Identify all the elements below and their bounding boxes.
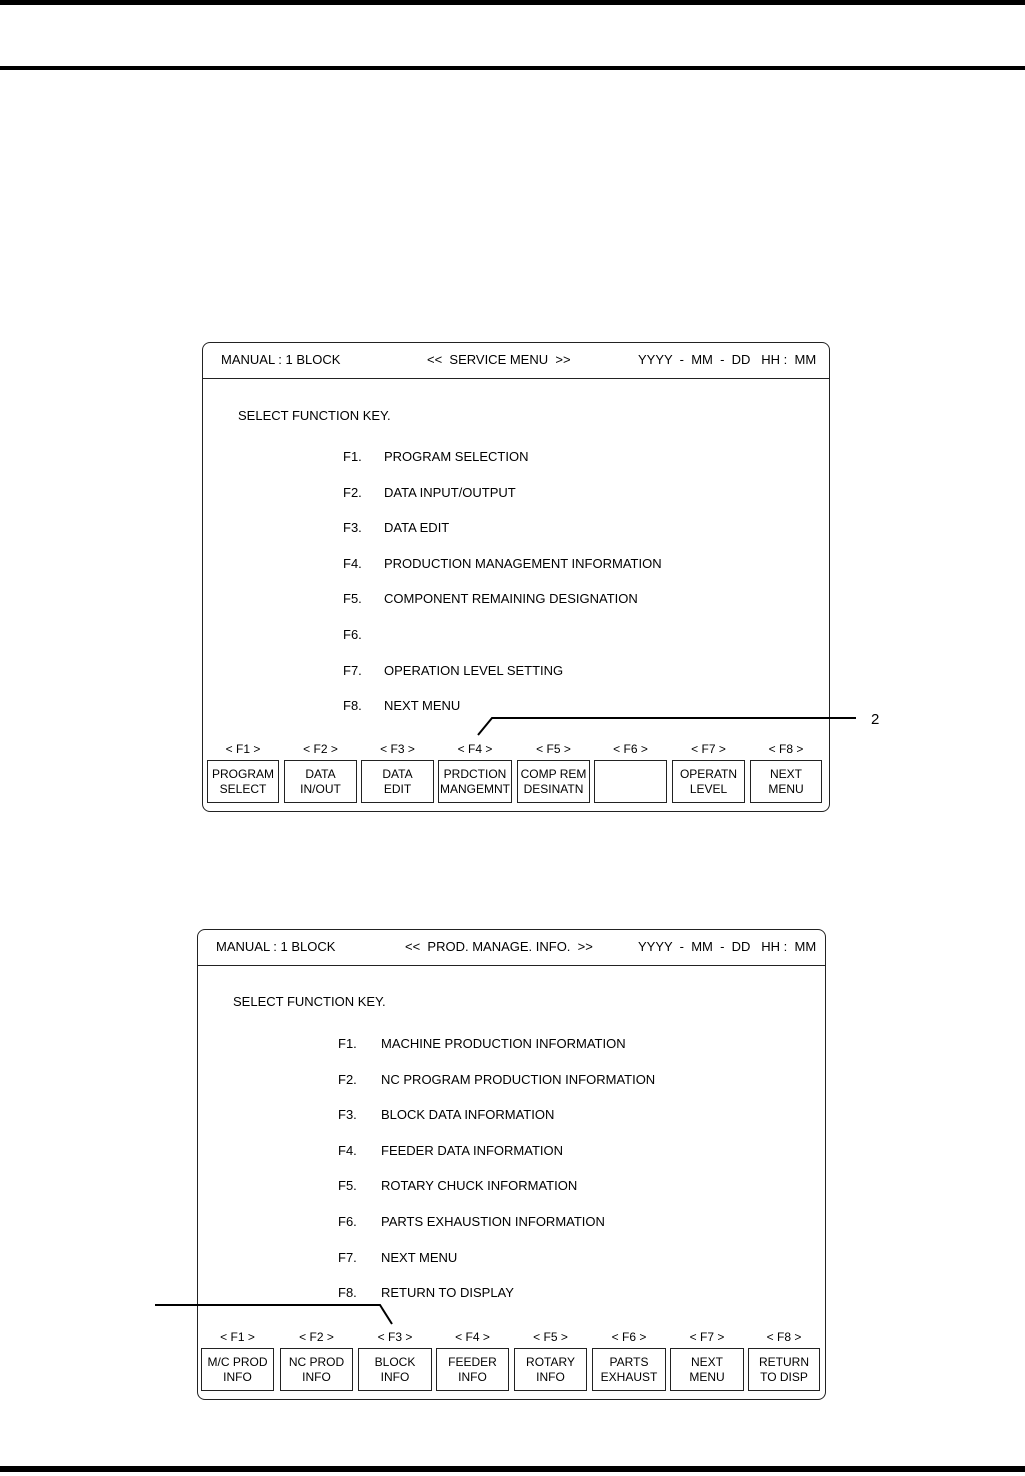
menu-item[interactable]: MACHINE PRODUCTION INFORMATION <box>381 1036 626 1051</box>
menu-item[interactable]: OPERATION LEVEL SETTING <box>384 662 564 678</box>
fkey-button-line1: OPERATN <box>679 766 738 781</box>
menu-key: F6. <box>338 1214 357 1229</box>
fkey-button-line1: NEXT <box>690 1354 723 1369</box>
fkey-button-line2: MENU <box>768 781 804 796</box>
menu-item[interactable]: FEEDER DATA INFORMATION <box>381 1142 564 1158</box>
menu-key: F1. <box>338 1036 357 1051</box>
callout-line-2 <box>478 718 856 735</box>
fkey-button-line2: INFO <box>302 1369 331 1384</box>
fkey-label: < F4 > <box>455 1330 490 1344</box>
fkey-button-line2: IN/OUT <box>300 781 341 796</box>
screen-title: << SERVICE MENU >> <box>427 352 571 367</box>
fkey-button-line1: PROGRAM <box>211 766 274 781</box>
fkey-label: < F2 > <box>299 1330 334 1344</box>
datetime: YYYY - MM - DD HH : MM <box>638 352 817 367</box>
menu-item[interactable]: DATA EDIT <box>384 520 450 536</box>
menu-key: F3. <box>343 520 362 536</box>
menu-item[interactable]: NEXT MENU <box>384 698 461 714</box>
fkey-label: < F6 > <box>613 742 648 756</box>
fkey-button-line1: DATA <box>305 766 336 781</box>
fkey-button-line1: PRDCTION <box>443 766 507 781</box>
fkey-button-line1: M/C PROD <box>207 1354 268 1369</box>
fkey-button-line2: INFO <box>380 1369 410 1384</box>
menu-key: F2. <box>338 1071 357 1087</box>
menu-item[interactable]: ROTARY CHUCK INFORMATION <box>381 1178 578 1194</box>
fkey-label: < F3 > <box>380 742 415 756</box>
menu-item[interactable]: BLOCK DATA INFORMATION <box>381 1107 555 1123</box>
fkey-button-line2: MANGEMNT <box>440 781 510 796</box>
menu-key: F5. <box>338 1178 357 1194</box>
menu-item[interactable]: DATA INPUT/OUTPUT <box>384 484 516 500</box>
fkey-label: < F1 > <box>220 1330 255 1344</box>
menu-key: F8. <box>338 1285 357 1301</box>
fkey-label: < F2 > <box>303 742 338 756</box>
mode-label: MANUAL : 1 BLOCK <box>221 352 341 367</box>
fkey-button-line1: PARTS <box>609 1354 649 1369</box>
fkey-button-line2: SELECT <box>219 781 267 796</box>
screen-title: << PROD. MANAGE. INFO. >> <box>405 939 593 954</box>
fkey-button-line2: MENU <box>689 1369 725 1384</box>
fkey-label: < F8 > <box>766 1330 802 1344</box>
menu-key: F4. <box>343 555 362 571</box>
fkey-button-line2: INFO <box>223 1369 252 1384</box>
menu-item[interactable]: NC PROGRAM PRODUCTION INFORMATION <box>381 1071 656 1087</box>
fkey-button-line1: DATA <box>382 766 413 781</box>
menu-key: F6. <box>343 627 362 642</box>
fkey-button-line1: NEXT <box>769 766 802 781</box>
menu-item[interactable]: PROGRAM SELECTION <box>384 449 529 464</box>
fkey-label: < F7 > <box>689 1330 725 1344</box>
menu-key: F7. <box>343 662 362 678</box>
menu-item[interactable]: RETURN TO DISPLAY <box>381 1285 514 1301</box>
fkey-button-line2: TO DISP <box>760 1369 808 1384</box>
fkey-label: < F3 > <box>377 1330 413 1344</box>
fkey-label: < F6 > <box>611 1330 647 1344</box>
fkey-button-line1: RETURN <box>759 1354 809 1369</box>
fkey-button-line2: EXHAUST <box>600 1369 658 1384</box>
callout-line-f3 <box>155 1305 392 1324</box>
fkey-button-line2: EDIT <box>383 781 412 796</box>
menu-item[interactable]: COMPONENT REMAINING DESIGNATION <box>384 591 638 607</box>
fkey-button-line2: INFO <box>458 1369 487 1384</box>
prompt-text: SELECT FUNCTION KEY. <box>233 994 386 1009</box>
fkey-label: < F8 > <box>768 742 804 756</box>
menu-key: F8. <box>343 698 362 714</box>
mode-label: MANUAL : 1 BLOCK <box>216 939 336 954</box>
fkey-button-line2: DESINATN <box>523 781 584 796</box>
fkey-label: < F5 > <box>533 1330 568 1344</box>
prompt-text: SELECT FUNCTION KEY. <box>238 408 391 423</box>
menu-key: F5. <box>343 591 362 607</box>
menu-key: F4. <box>338 1142 357 1158</box>
fkey-label: < F5 > <box>536 742 571 756</box>
fkey-button-line1: COMP REM <box>520 766 587 781</box>
fkey-button-line1: NC PROD <box>288 1354 345 1369</box>
menu-key: F2. <box>343 484 362 500</box>
menu-item[interactable]: PARTS EXHAUSTION INFORMATION <box>381 1214 605 1229</box>
menu-key: F3. <box>338 1107 357 1123</box>
fkey-button-line2: INFO <box>536 1369 565 1384</box>
fkey-button-line1: FEEDER <box>448 1354 497 1369</box>
datetime: YYYY - MM - DD HH : MM <box>638 939 817 954</box>
menu-key: F1. <box>343 449 362 464</box>
fkey-button-line1: ROTARY <box>526 1354 575 1369</box>
callout-label: 2 <box>871 711 880 728</box>
fkey-button-line1: BLOCK <box>374 1354 416 1369</box>
fkey-label: < F1 > <box>225 742 261 756</box>
fkey-label: < F7 > <box>691 742 726 756</box>
fkey-label: < F4 > <box>457 742 493 756</box>
menu-key: F7. <box>338 1249 357 1265</box>
menu-item[interactable]: NEXT MENU <box>381 1249 458 1265</box>
fkey-button-line2: LEVEL <box>689 781 728 796</box>
menu-item[interactable]: PRODUCTION MANAGEMENT INFORMATION <box>384 555 662 571</box>
